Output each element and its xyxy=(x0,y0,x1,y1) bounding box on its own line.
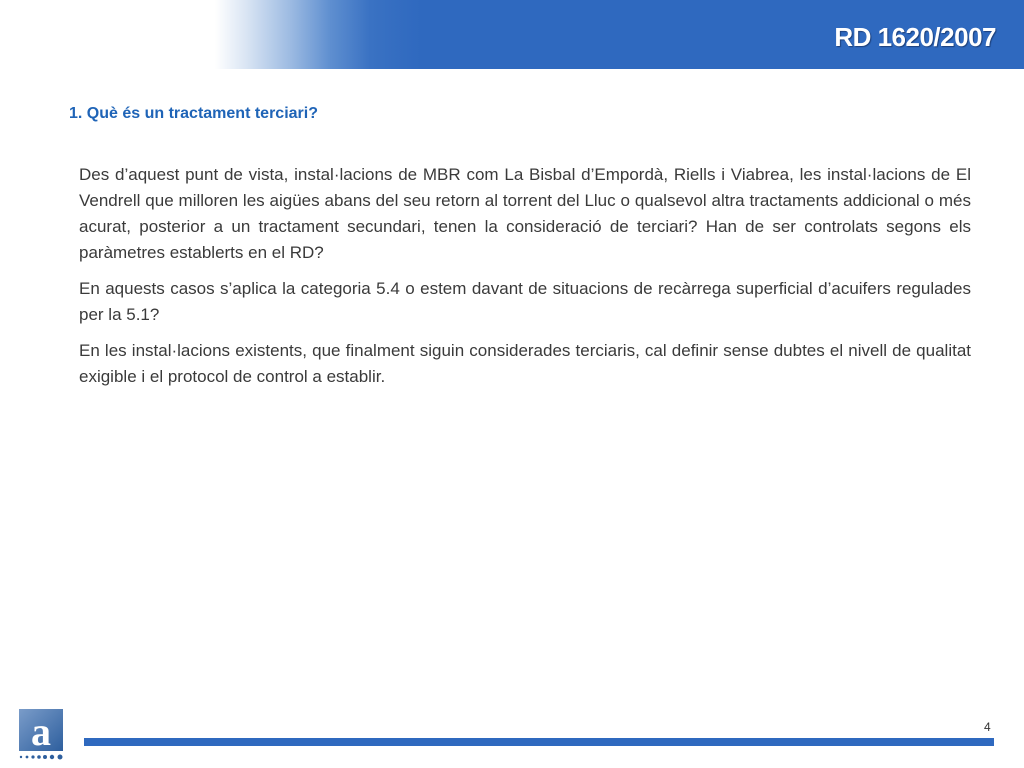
body-paragraph-3: En les instal·lacions existents, que finalment siguin considerades terciaris, cal definir sense dubtes el nivell de qualitat exigible i el protocol de control a establir. xyxy=(79,341,971,386)
body-paragraph-2: En aquests casos s’aplica la categoria 5.4 o estem davant de situacions de recàrrega superficial d’acuifers regulades per la 5.1? xyxy=(79,279,971,324)
company-logo xyxy=(17,708,65,760)
slide-body xyxy=(79,162,971,400)
body-paragraph-1: Des d’aquest punt de vista, instal·lacions de MBR com La Bisbal d’Empordà, Riells i Viabrea, les instal·lacions de El Vendrell que milloren les aigües abans del seu retorn al torrent del Lluc o qualsevol altra tractaments addicional o més acurat, posterior a un tractament secundari, tenen la consideració de terciari? Han de ser controlats segons els paràmetres establerts en el RD? xyxy=(79,165,971,262)
page-number: 4 xyxy=(984,720,991,734)
slide-title: RD 1620/2007 xyxy=(834,22,996,52)
logo-mark-icon xyxy=(17,708,65,760)
header-bar xyxy=(0,0,1024,69)
logo-letter: a xyxy=(31,709,51,754)
footer-divider xyxy=(84,738,994,746)
section-heading: 1. Què és un tractament terciari? xyxy=(69,105,318,122)
